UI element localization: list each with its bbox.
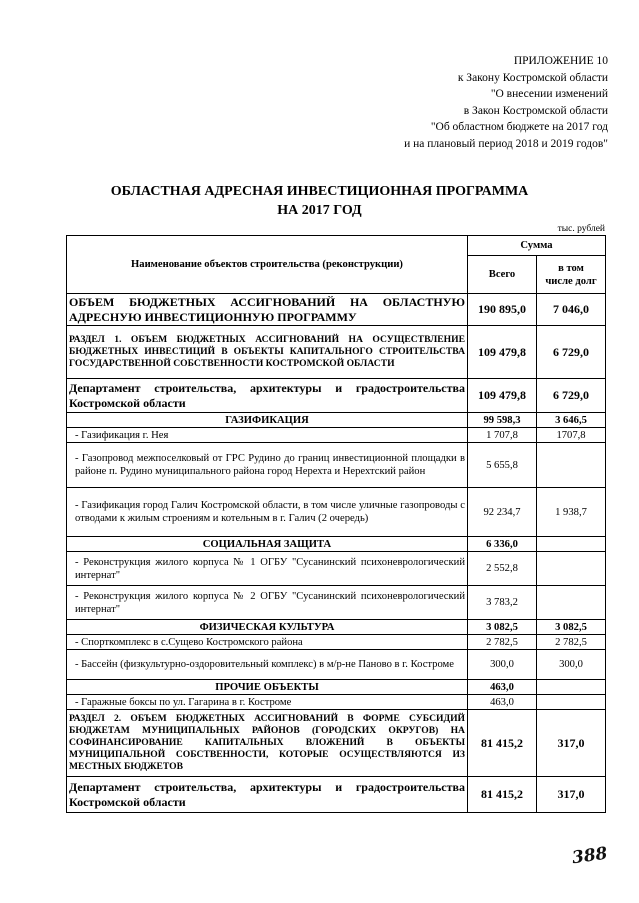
row-name: - Газификация г. Нея xyxy=(67,428,468,443)
row-total: 2 782,5 xyxy=(468,635,537,650)
appendix-line: к Закону Костромской области xyxy=(457,71,608,84)
row-total: 463,0 xyxy=(468,680,537,695)
table-row xyxy=(67,294,606,326)
row-name: ФИЗИЧЕСКАЯ КУЛЬТУРА xyxy=(67,620,468,635)
appendix-line: в Закон Костромской области xyxy=(463,104,608,117)
table-row xyxy=(67,413,606,428)
row-total: 109 479,8 xyxy=(468,326,537,379)
row-total: 81 415,2 xyxy=(468,777,537,813)
row-total: 1 707,8 xyxy=(468,428,537,443)
row-name: - Спорткомплекс в с.Сущево Костромского района xyxy=(67,635,468,650)
row-debt: 7 046,0 xyxy=(537,294,606,326)
header-sum: Сумма xyxy=(468,236,606,256)
row-total: 92 234,7 xyxy=(468,488,537,537)
row-total: 6 336,0 xyxy=(468,537,537,552)
header-debt xyxy=(537,256,606,294)
table-row xyxy=(67,710,606,777)
row-total: 99 598,3 xyxy=(468,413,537,428)
row-total: 3 783,2 xyxy=(468,586,537,620)
row-debt: 317,0 xyxy=(537,710,606,777)
row-name: - Бассейн (физкультурно-оздоровительный комплекс) в м/р-не Паново в г. Костроме xyxy=(67,650,468,680)
handwritten-page-number: 388 xyxy=(570,843,609,869)
row-total: 300,0 xyxy=(468,650,537,680)
table-row xyxy=(67,326,606,379)
row-name: - Газификация город Галич Костромской области, в том числе уличные газопроводы с отводами к жилым строениям и котельным в г. Галич (2 очередь) xyxy=(67,488,468,537)
appendix-note xyxy=(308,53,608,153)
row-total: 463,0 xyxy=(468,695,537,710)
row-name: - Газопровод межпоселковый от ГРС Рудино до границ инвестиционной площадки в районе п. Рудино муниципального района город Нерехта и Нерехтский район xyxy=(67,443,468,488)
row-total: 190 895,0 xyxy=(468,294,537,326)
table-row xyxy=(67,379,606,413)
table-header-row xyxy=(67,236,606,256)
table-row xyxy=(67,586,606,620)
row-name: Департамент строительства, архитектуры и градостроительства Костромской области xyxy=(67,777,468,813)
row-total: 109 479,8 xyxy=(468,379,537,413)
row-debt: 317,0 xyxy=(537,777,606,813)
row-name: - Реконструкция жилого корпуса № 1 ОГБУ "Сусанинский психоневрологический интернат" xyxy=(67,552,468,586)
row-name: РАЗДЕЛ 1. ОБЪЕМ БЮДЖЕТНЫХ АССИГНОВАНИЙ НА ОСУЩЕСТВЛЕНИЕ БЮДЖЕТНЫХ ИНВЕСТИЦИЙ В ОБЪЕКТЫ КАПИТАЛЬНОГО СТРОИТЕЛЬСТВА ГОСУДАРСТВЕННОЙ СОБСТВЕННОСТИ КОСТРОМСКОЙ ОБЛАСТИ xyxy=(67,326,468,379)
row-debt xyxy=(537,680,606,695)
table-row xyxy=(67,680,606,695)
appendix-line: "О внесении изменений xyxy=(490,88,608,101)
title-line: НА 2017 ГОД xyxy=(277,203,362,218)
document-title xyxy=(40,182,599,220)
appendix-line: и на плановый период 2018 и 2019 годов" xyxy=(404,137,608,150)
row-debt xyxy=(537,537,606,552)
investment-program-table xyxy=(66,235,606,813)
table-row xyxy=(67,695,606,710)
header-debt-line1: в том xyxy=(558,262,584,274)
row-debt xyxy=(537,695,606,710)
appendix-line: ПРИЛОЖЕНИЕ 10 xyxy=(513,55,608,67)
row-debt xyxy=(537,552,606,586)
row-name: РАЗДЕЛ 2. ОБЪЕМ БЮДЖЕТНЫХ АССИГНОВАНИЙ В ФОРМЕ СУБСИДИЙ БЮДЖЕТАМ МУНИЦИПАЛЬНЫХ РАЙОНОВ (ГОРОДСКИХ ОКРУГОВ) НА СОФИНАНСИРОВАНИЕ КАПИТАЛЬНЫХ ВЛОЖЕНИЙ В ОБЪЕКТЫ МУНИЦИПАЛЬНОЙ СОБСТВЕННОСТИ, КОТОРЫЕ ОСУЩЕСТВЛЯЮТСЯ ИЗ МЕСТНЫХ БЮДЖЕТОВ xyxy=(67,710,468,777)
row-debt: 6 729,0 xyxy=(537,379,606,413)
row-debt: 300,0 xyxy=(537,650,606,680)
appendix-line: "Об областном бюджете на 2017 год xyxy=(430,121,608,134)
table-row xyxy=(67,552,606,586)
table-row xyxy=(67,650,606,680)
row-debt: 1 938,7 xyxy=(537,488,606,537)
table-row xyxy=(67,428,606,443)
row-total: 5 655,8 xyxy=(468,443,537,488)
table-row xyxy=(67,537,606,552)
row-total: 2 552,8 xyxy=(468,552,537,586)
row-name: Департамент строительства, архитектуры и градостроительства Костромской области xyxy=(67,379,468,413)
table-row xyxy=(67,620,606,635)
table-row xyxy=(67,443,606,488)
header-debt-line2: числе долг xyxy=(545,275,597,287)
row-debt xyxy=(537,443,606,488)
row-name: - Гаражные боксы по ул. Гагарина в г. Костроме xyxy=(67,695,468,710)
row-debt xyxy=(537,586,606,620)
units-label: тыс. рублей xyxy=(557,224,605,234)
row-debt: 2 782,5 xyxy=(537,635,606,650)
row-debt: 6 729,0 xyxy=(537,326,606,379)
table-row xyxy=(67,635,606,650)
row-name: - Реконструкция жилого корпуса № 2 ОГБУ "Сусанинский психоневрологический интернат" xyxy=(67,586,468,620)
row-total: 3 082,5 xyxy=(468,620,537,635)
row-name: ОБЪЕМ БЮДЖЕТНЫХ АССИГНОВАНИЙ НА ОБЛАСТНУЮ АДРЕСНУЮ ИНВЕСТИЦИОННУЮ ПРОГРАММУ xyxy=(67,294,468,326)
header-total: Всего xyxy=(468,256,537,294)
row-name: СОЦИАЛЬНАЯ ЗАЩИТА xyxy=(67,537,468,552)
row-debt: 3 082,5 xyxy=(537,620,606,635)
row-name: ГАЗИФИКАЦИЯ xyxy=(67,413,468,428)
row-name: ПРОЧИЕ ОБЪЕКТЫ xyxy=(67,680,468,695)
row-debt: 1707,8 xyxy=(537,428,606,443)
table-row xyxy=(67,488,606,537)
row-debt: 3 646,5 xyxy=(537,413,606,428)
title-line: ОБЛАСТНАЯ АДРЕСНАЯ ИНВЕСТИЦИОННАЯ ПРОГРАММА xyxy=(110,184,529,199)
row-total: 81 415,2 xyxy=(468,710,537,777)
table-row xyxy=(67,777,606,813)
header-name: Наименование объектов строительства (реконструкции) xyxy=(67,236,468,294)
